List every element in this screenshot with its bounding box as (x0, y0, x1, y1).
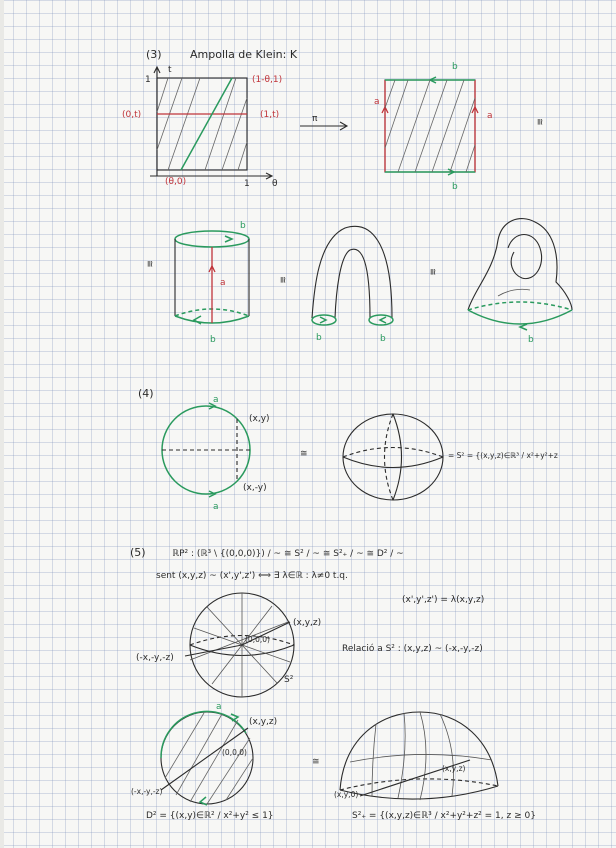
klein-b: b (528, 335, 534, 345)
cyl-a: a (220, 278, 226, 288)
disk-pt-bottom: (x,-y) (243, 483, 267, 493)
tube-b-right: b (380, 334, 386, 344)
disk-pt-top: (x,y) (249, 414, 270, 424)
d2-antipode: (-x,-y,-z) (131, 787, 163, 796)
sph-center: (0,0,0) (245, 635, 270, 644)
d2-a: a (216, 702, 222, 712)
d2-center: (0,0,0) (222, 748, 247, 757)
disk-a-bottom: a (213, 502, 219, 512)
pi-label: π (312, 114, 318, 124)
sph-antipode: (-x,-y,-z) (136, 653, 174, 663)
d2-pt: (x,y,z) (249, 717, 278, 727)
sphere-def: = S² = {(x,y,z)∈ℝ³ / x²+y²+z (448, 451, 558, 460)
pt-bottom: (θ,0) (165, 177, 187, 187)
fundamental-square (157, 78, 247, 170)
glued-square (382, 77, 478, 175)
hemi-pt-right: (x,y,z) (442, 764, 466, 773)
disk-a (162, 403, 250, 497)
homeo-4: ≅ (427, 268, 437, 276)
klein-bottle-sketch (468, 219, 572, 330)
pi-arrow-icon (300, 122, 347, 130)
bent-tube (312, 226, 393, 325)
sph-s2: S² (284, 675, 294, 685)
homeo-5: ≅ (300, 449, 308, 459)
glued-a-right: a (487, 111, 493, 121)
rp2-line: ℝP² : (ℝ³ \ {(0,0,0)}) / ~ ≅ S² / ~ ≅ S²₊ / ~ ≅ D² / ~ (172, 549, 404, 559)
lambda-line: (x',y',z') = λ(x,y,z) (402, 595, 485, 605)
section4-number: (4) (138, 387, 154, 400)
sphere-s2 (343, 414, 443, 500)
axis-theta-label: θ (272, 179, 278, 189)
sph-pt: (x,y,z) (293, 618, 322, 628)
disk-d2 (161, 711, 253, 805)
hemi-def: S²₊ = {(x,y,z)∈ℝ³ / x²+y²+z² = 1, z ≥ 0} (352, 811, 536, 821)
cyl-b-top: b (240, 221, 246, 231)
homeo-3: ≅ (277, 276, 287, 284)
pt-top-right: (1-θ,1) (252, 75, 283, 85)
section5-number: (5) (130, 546, 146, 559)
cyl-b-bottom: b (210, 335, 216, 345)
axis-t-label: t (168, 65, 172, 75)
section3-number: (3) (146, 48, 162, 61)
section3-title: Ampolla de Klein: K (190, 48, 298, 61)
homeo-6: ≅ (312, 757, 320, 767)
sphere-antipodal (185, 593, 294, 697)
tick-1-y: 1 (145, 75, 151, 85)
glued-a-left: a (374, 97, 380, 107)
tube-b-left: b (316, 333, 322, 343)
relation-s2: Relació a S² : (x,y,z) ~ (-x,-y,-z) (342, 644, 483, 654)
homeo-1: ≅ (534, 118, 544, 126)
cylinder (175, 231, 249, 324)
glued-b-bottom: b (452, 182, 458, 192)
hemi-pt-left: (x,y,0) (334, 790, 359, 799)
relation-line: sent (x,y,z) ~ (x',y',z') ⟺ ∃ λ∈ℝ : λ≠0 t.q. (156, 571, 348, 581)
glued-b-top: b (452, 62, 458, 72)
homeo-2: ≅ (144, 260, 154, 268)
d2-def: D² = {(x,y)∈ℝ² / x²+y² ≤ 1} (146, 811, 274, 821)
hemisphere (340, 712, 498, 800)
pt-right: (1,t) (260, 110, 280, 120)
tick-1-x: 1 (244, 179, 250, 189)
disk-a-top: a (213, 395, 219, 405)
pt-left: (0,t) (122, 110, 142, 120)
